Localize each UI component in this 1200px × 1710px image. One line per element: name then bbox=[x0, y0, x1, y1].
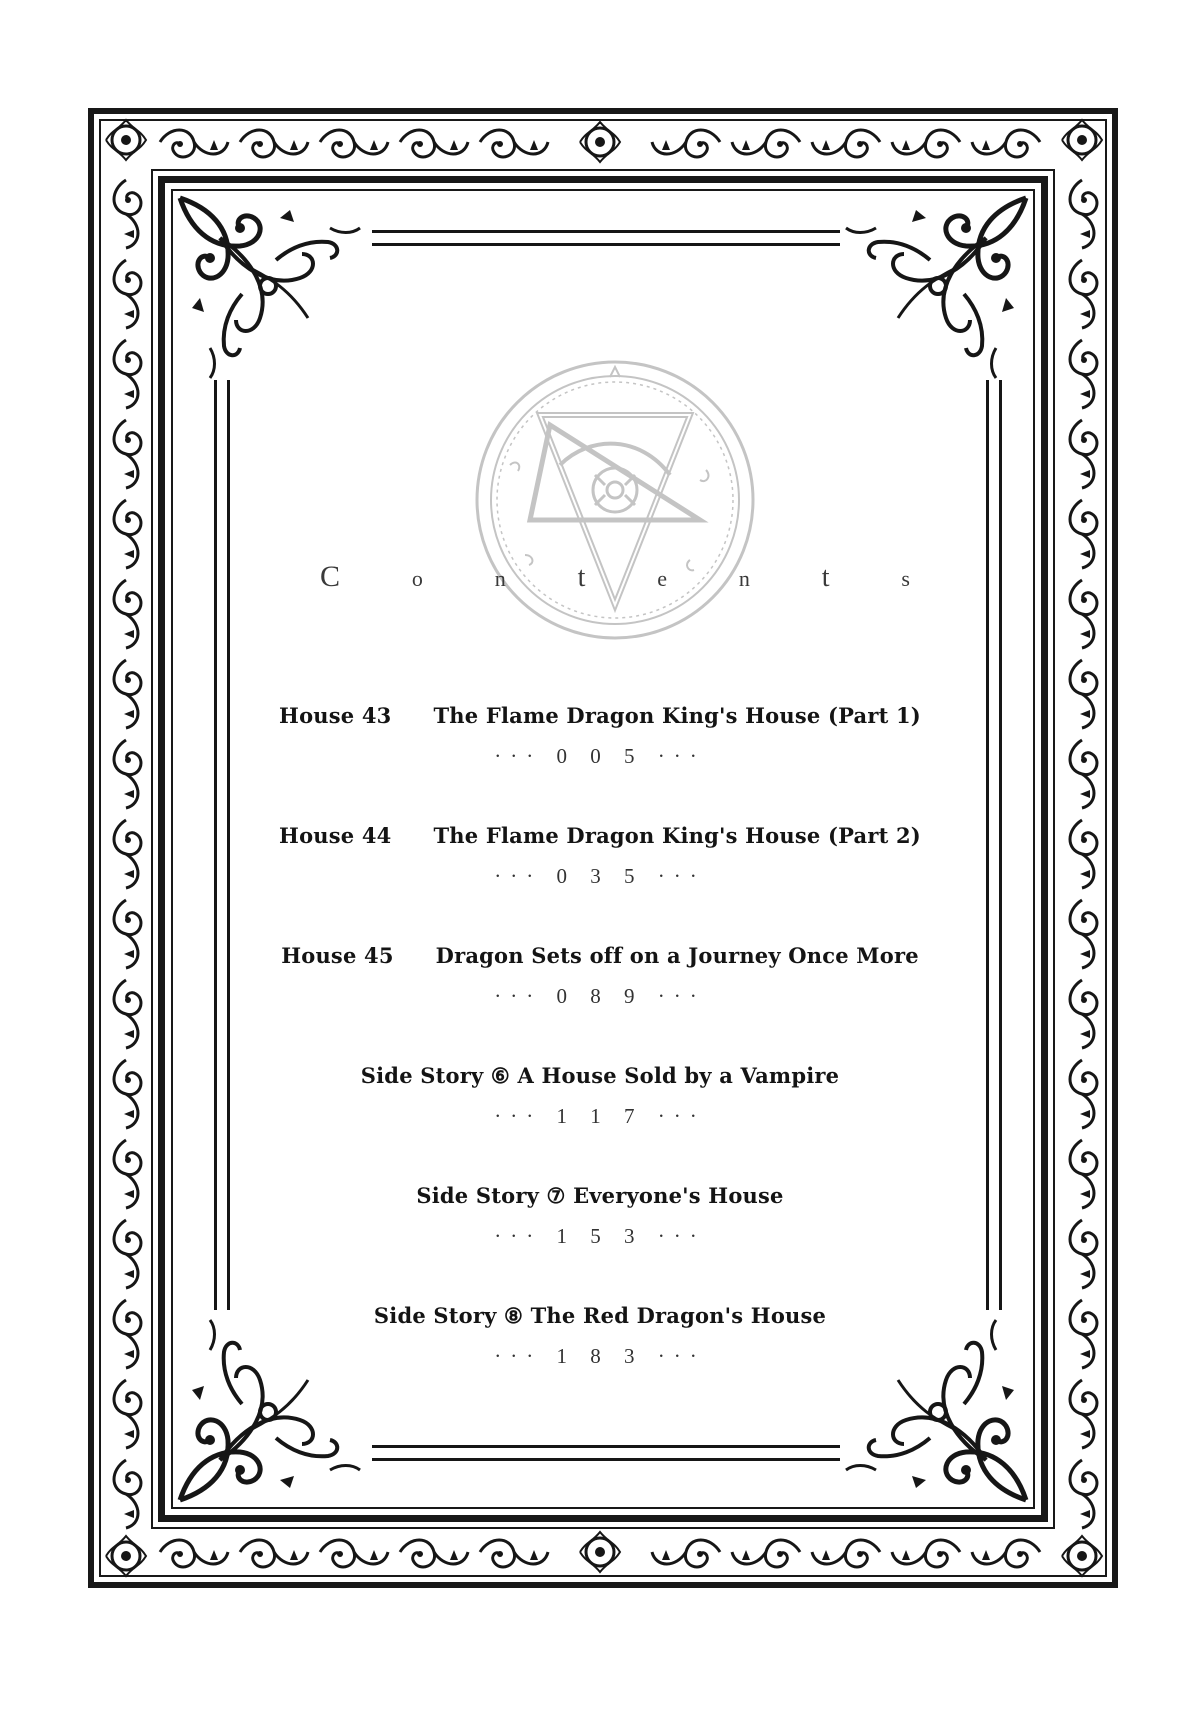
entry-page-number: ··· 0 3 5 ··· bbox=[494, 864, 706, 888]
entry-title: The Red Dragon's House bbox=[530, 1303, 827, 1328]
entry-page-number: ··· 0 8 9 ··· bbox=[494, 984, 706, 1008]
entry-label: Side Story ⑥ bbox=[360, 1063, 510, 1088]
entry-page-number: ··· 1 8 3 ··· bbox=[494, 1344, 706, 1368]
entry-title-line bbox=[250, 1303, 950, 1328]
bottom-double-rule bbox=[372, 1445, 840, 1461]
entry-title-line bbox=[250, 943, 950, 968]
heading-letter: o bbox=[411, 566, 423, 591]
toc-entry-side-story-6[interactable] bbox=[250, 1063, 950, 1129]
entry-label: House 43 bbox=[279, 703, 392, 728]
entry-label: House 44 bbox=[279, 823, 392, 848]
entry-page-number: ··· 0 0 5 ··· bbox=[494, 744, 706, 768]
entry-title: A House Sold by a Vampire bbox=[517, 1063, 840, 1088]
toc-entry-side-story-8[interactable] bbox=[250, 1303, 950, 1369]
entry-page-number: ··· 1 1 7 ··· bbox=[494, 1104, 706, 1128]
pentagram-seal-watermark bbox=[470, 355, 760, 645]
contents-heading bbox=[320, 560, 910, 594]
toc-entry-side-story-7[interactable] bbox=[250, 1183, 950, 1249]
toc-entry-house-44[interactable] bbox=[250, 823, 950, 889]
entry-page-number: ··· 1 5 3 ··· bbox=[494, 1224, 706, 1248]
entry-title-line bbox=[250, 703, 950, 728]
left-double-rule bbox=[214, 380, 230, 1310]
entry-title-line bbox=[250, 1063, 950, 1088]
top-double-rule bbox=[372, 230, 840, 246]
entry-title-line bbox=[250, 1183, 950, 1208]
heading-letter: C bbox=[320, 560, 341, 593]
entry-title: Everyone's House bbox=[573, 1183, 784, 1208]
heading-letter: n bbox=[494, 566, 506, 591]
toc-entry-house-45[interactable] bbox=[250, 943, 950, 1009]
heading-letter: t bbox=[821, 562, 830, 593]
heading-letter: e bbox=[657, 566, 667, 591]
entry-title-line bbox=[250, 823, 950, 848]
heading-letter: t bbox=[577, 562, 586, 593]
heading-letter: n bbox=[738, 566, 750, 591]
entry-label: Side Story ⑧ bbox=[373, 1303, 524, 1328]
heading-letter: s bbox=[901, 566, 910, 591]
toc-entry-house-43[interactable] bbox=[250, 703, 950, 769]
entry-title: Dragon Sets off on a Journey Once More bbox=[435, 943, 919, 968]
right-double-rule bbox=[986, 380, 1002, 1310]
entry-label: Side Story ⑦ bbox=[416, 1183, 566, 1208]
entry-title: The Flame Dragon King's House (Part 1) bbox=[433, 703, 921, 728]
entry-label: House 45 bbox=[281, 943, 394, 968]
entry-title: The Flame Dragon King's House (Part 2) bbox=[433, 823, 921, 848]
